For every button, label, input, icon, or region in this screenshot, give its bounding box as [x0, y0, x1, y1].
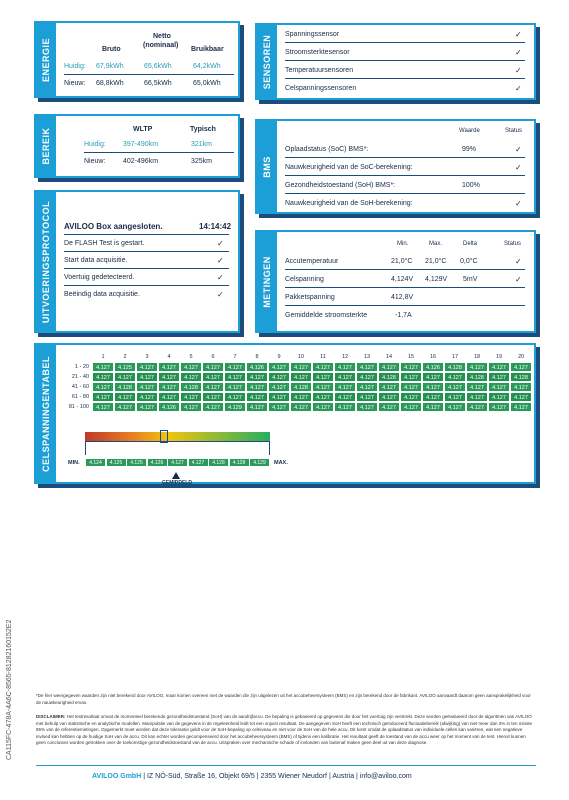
cell-voltage: 4.127 — [92, 382, 114, 392]
check-icon: ✓ — [515, 30, 522, 39]
protocol-item: Start data acquisitie. — [64, 257, 128, 264]
cell-voltage: 4.127 — [268, 402, 290, 412]
column-header: 9 — [277, 354, 281, 360]
footer-rule — [36, 765, 536, 766]
cell-voltage: 4.127 — [422, 392, 444, 402]
check-icon: ✓ — [515, 199, 522, 208]
cell-voltage: 4.127 — [488, 402, 510, 412]
cell-voltage: 4.127 — [356, 372, 378, 382]
scale-value: 4.127 — [188, 458, 209, 467]
cell-voltage: 4.126 — [422, 362, 444, 372]
metingen-panel — [255, 230, 536, 333]
cell-voltage: 4.127 — [488, 362, 510, 372]
bereik-wltp: 402-496km — [123, 158, 159, 165]
cell-voltage: 4.127 — [356, 392, 378, 402]
cell-voltage: 4.127 — [444, 382, 466, 392]
cell-voltage: 4.127 — [180, 372, 202, 382]
cell-voltage: 4.127 — [246, 402, 268, 412]
column-header: 2 — [123, 354, 127, 360]
cell-voltage: 4.127 — [312, 402, 334, 412]
cell-voltage: 4.128 — [466, 372, 488, 382]
check-icon: ✓ — [515, 275, 522, 284]
check-icon: ✓ — [515, 84, 522, 93]
cell-voltage: 4.126 — [158, 402, 180, 412]
column-header: 1 — [101, 354, 105, 360]
check-icon: ✓ — [515, 257, 522, 266]
cell-voltage: 4.128 — [378, 372, 400, 382]
bereik-typisch: 325km — [191, 158, 213, 165]
column-header: 7 — [233, 354, 237, 360]
disclaimer — [36, 714, 536, 747]
footer-address: | IZ NÖ-Süd, Straße 16, Objekt 69/5 | 2355 Wiener Neudorf | Austria | info@aviloo.com — [143, 773, 412, 780]
check-icon: ✓ — [515, 66, 522, 75]
bracket-right — [164, 441, 270, 455]
metingen-max: 21,0°C — [425, 258, 447, 265]
cell-voltage: 4.127 — [158, 372, 180, 382]
column-header: 3 — [145, 354, 149, 360]
column-header: 13 — [363, 354, 371, 360]
column-header: 19 — [495, 354, 503, 360]
cell-voltage: 4.128 — [114, 382, 136, 392]
cell-voltage: 4.127 — [202, 382, 224, 392]
bereik-panel — [34, 114, 240, 178]
cell-voltage: 4.128 — [290, 382, 312, 392]
min-label: MIN. — [68, 460, 80, 466]
cell-voltage: 4.127 — [510, 392, 532, 402]
cell-voltage: 4.127 — [224, 362, 246, 372]
column-header: 15 — [407, 354, 415, 360]
column-header: 18 — [473, 354, 481, 360]
cell-voltage: 4.127 — [444, 372, 466, 382]
protocol-item: De FLASH Test is gestart. — [64, 240, 145, 247]
metingen-min: 4,124V — [391, 276, 414, 283]
bms-panel — [255, 119, 536, 214]
cell-voltage: 4.127 — [114, 402, 136, 412]
cell-voltage: 4.127 — [158, 382, 180, 392]
sensor-item: Spanningssensor — [285, 31, 340, 38]
cell-voltage: 4.127 — [378, 382, 400, 392]
cell-voltage: 4.127 — [246, 372, 268, 382]
cell-voltage: 4.127 — [466, 392, 488, 402]
metingen-max: 4,129V — [425, 276, 448, 283]
col-max: Max. — [429, 241, 443, 247]
cell-voltage: 4.127 — [400, 392, 422, 402]
cell-voltage: 4.127 — [114, 372, 136, 382]
cell-voltage: 4.127 — [356, 382, 378, 392]
col-wltp: WLTP — [133, 126, 153, 133]
cell-voltage: 4.127 — [180, 392, 202, 402]
cell-voltage: 4.127 — [246, 392, 268, 402]
metingen-row-label: Pakketspanning — [285, 294, 335, 301]
cell-voltage: 4.127 — [444, 392, 466, 402]
cell-voltage: 4.126 — [246, 362, 268, 372]
cell-voltage: 4.127 — [136, 372, 158, 382]
cell-voltage: 4.127 — [444, 402, 466, 412]
cell-voltage: 4.127 — [202, 402, 224, 412]
cell-voltage: 4.127 — [246, 382, 268, 392]
cell-voltage: 4.127 — [356, 362, 378, 372]
cell-voltage: 4.127 — [224, 372, 246, 382]
sensoren-panel — [255, 23, 536, 100]
column-header: 6 — [211, 354, 215, 360]
row-label: 1 - 20 — [74, 364, 89, 370]
col-netto-sub: (nominaal) — [143, 42, 179, 49]
voltage-gradient-bar — [85, 432, 270, 441]
cell-voltage: 4.127 — [466, 362, 488, 372]
scale-value: 4.126 — [147, 458, 168, 467]
celspanning-label: CELSPANNINGENTABEL — [36, 345, 56, 482]
metingen-label: METINGEN — [257, 232, 277, 331]
energie-label: ENERGIE — [36, 23, 56, 96]
col-typisch: Typisch — [190, 126, 216, 133]
col-bruikbaar: Bruikbaar — [191, 46, 224, 53]
protocol-label: UITVOERINGSPROTOCOL — [36, 192, 56, 331]
average-label: GEMIDDELD — [162, 480, 192, 486]
cell-voltage: 4.127 — [202, 362, 224, 372]
metingen-min: 412,8V — [391, 294, 414, 301]
cell-voltage: 4.127 — [158, 392, 180, 402]
cell-voltage: 4.127 — [400, 372, 422, 382]
column-header: 16 — [429, 354, 437, 360]
average-arrow-icon — [172, 472, 180, 479]
footer-company: AVILOO GmbH — [92, 773, 142, 780]
sensor-item: Stroomsterktesensor — [285, 49, 350, 56]
cell-voltage: 4.127 — [114, 392, 136, 402]
bms-label: BMS — [257, 121, 277, 212]
cell-voltage: 4.127 — [92, 372, 114, 382]
cell-voltage: 4.127 — [422, 372, 444, 382]
cell-voltage: 4.127 — [290, 392, 312, 402]
bereik-label: BEREIK — [36, 116, 56, 176]
cell-voltage: 4.127 — [422, 402, 444, 412]
cell-voltage: 4.127 — [268, 362, 290, 372]
energie-row-label: Huidig: — [64, 63, 86, 70]
cell-voltage: 4.127 — [268, 372, 290, 382]
cell-voltage: 4.127 — [400, 402, 422, 412]
cell-voltage: 4.127 — [158, 362, 180, 372]
cell-voltage: 4.127 — [400, 362, 422, 372]
check-icon: ✓ — [217, 239, 224, 248]
bereik-row-label: Huidig: — [84, 141, 106, 148]
row-label: 61 - 80 — [71, 394, 89, 400]
metingen-row-label: Gemiddelde stroomsterkte — [285, 312, 368, 319]
energie-netto: 65,6kWh — [144, 63, 172, 70]
energie-netto: 66,5kWh — [144, 80, 172, 87]
cell-voltage: 4.127 — [312, 362, 334, 372]
cell-voltage: 4.127 — [334, 362, 356, 372]
max-label: MAX. — [274, 460, 288, 466]
protocol-panel — [34, 190, 240, 333]
check-icon: ✓ — [515, 48, 522, 57]
cell-voltage: 4.127 — [136, 382, 158, 392]
cell-voltage: 4.127 — [290, 372, 312, 382]
cell-voltage: 4.127 — [510, 402, 532, 412]
disclaimer-label: DISCLAIMER: — [36, 714, 66, 719]
protocol-header: AVILOO Box aangesloten. — [64, 222, 163, 231]
metingen-min: 21,0°C — [391, 258, 413, 265]
cell-voltage: 4.127 — [136, 402, 158, 412]
cell-voltage: 4.127 — [92, 362, 114, 372]
bms-row-value: 100% — [462, 182, 480, 189]
energie-bruto: 67,9kWh — [96, 63, 124, 70]
cell-voltage: 4.127 — [356, 402, 378, 412]
disclaimer-text: Het testresultaat omvat de momenteel berekende gezondheidstoestand (SoH) van de aandrijfaccu. De bepaling is gebaseerd op gegevens die door het voertuig zijn verstrekt. Deze worden geëvalueerd door de algoritmen van AVILOO met behulp van statistische en analytische modellen. Manipulatie van de gegevens in de regeleenheid leidt tot een onjuist resultaat. De aangegeven SoH heeft een technisch geïnduceerd fluctuatiebereik (afwijking) van niet meer dan 3% in ten minste 95% van de referentiemetingen. Opgemerkt moet worden dat deze tolerantie geldt voor de SoH-bepaling op celniveau en niet voor de SoH van de hele accu. Dit komt omdat de oplaadstatus van individuele cellen kan variëren, wat een negatieve invloed kan hebben op de huidige SoH van de accu. Dit kan echter worden gecompenseerd door het accubeheersysteem (BMS) of tijdens een kalibratie. Het resultaat geeft de toestand van de accu weer op het moment van de test. Hieruit kunnen geen conclusies worden getrokken over de toekomstige gezondheidstoestand van de accu. Uitspraken over mechanische schade of invloeden van buitenaf maken geen deel uit van deze diagnose. — [36, 714, 533, 745]
energie-bruto: 68,8kWh — [96, 80, 124, 87]
cell-voltage: 4.127 — [312, 392, 334, 402]
scale-value: 4.125 — [126, 458, 147, 467]
col-delta: Delta — [463, 241, 478, 247]
cell-voltage: 4.127 — [488, 392, 510, 402]
col-status: Status — [504, 241, 522, 247]
scale-value: 4.128 — [208, 458, 229, 467]
cell-voltage: 4.127 — [224, 382, 246, 392]
cell-voltage: 4.127 — [136, 362, 158, 372]
check-icon: ✓ — [515, 163, 522, 172]
column-header: 10 — [297, 354, 305, 360]
col-bruto: Bruto — [102, 46, 121, 53]
col-min: Min. — [397, 241, 409, 247]
cell-voltage: 4.127 — [378, 362, 400, 372]
cell-voltage: 4.127 — [378, 392, 400, 402]
sensoren-label: SENSOREN — [257, 25, 277, 98]
bereik-typisch: 321km — [191, 141, 213, 148]
cell-voltage: 4.127 — [290, 362, 312, 372]
bms-row-label: Nauwkeurigheid van de SoC-berekening: — [285, 164, 413, 171]
cell-voltage: 4.127 — [92, 392, 114, 402]
cell-voltage: 4.127 — [136, 392, 158, 402]
bereik-wltp: 397-490km — [123, 141, 159, 148]
cell-voltage: 4.129 — [224, 402, 246, 412]
col-waarde: Waarde — [459, 128, 480, 134]
bms-row-value: 99% — [462, 146, 477, 153]
sensor-item: Celspanningssensoren — [285, 85, 357, 92]
cell-voltage: 4.127 — [510, 382, 532, 392]
cell-voltage: 4.127 — [92, 402, 114, 412]
scale-value: 4.127 — [167, 458, 188, 467]
energie-panel — [34, 21, 240, 98]
cell-voltage: 4.127 — [312, 372, 334, 382]
cell-voltage: 4.127 — [268, 392, 290, 402]
metingen-min: -1,7A — [395, 312, 412, 319]
column-header: 17 — [451, 354, 459, 360]
cell-voltage: 4.127 — [488, 372, 510, 382]
cell-voltage: 4.127 — [422, 382, 444, 392]
cell-voltage: 4.127 — [334, 372, 356, 382]
cell-voltage: 4.125 — [114, 362, 136, 372]
cell-voltage: 4.127 — [180, 402, 202, 412]
col-status: Status — [505, 128, 523, 134]
cell-voltage: 4.127 — [224, 392, 246, 402]
cell-voltage: 4.128 — [510, 372, 532, 382]
metingen-delta: 5mV — [463, 276, 478, 283]
cell-voltage: 4.127 — [400, 382, 422, 392]
row-label: 41 - 60 — [71, 384, 89, 390]
col-netto: Netto — [153, 33, 171, 40]
bms-row-label: Oplaadstatus (SoC) BMS*: — [285, 146, 369, 153]
scale-value: 4.128 — [229, 458, 250, 467]
energie-bruikbaar: 64,2kWh — [193, 63, 221, 70]
protocol-item: Voertuig gedetecteerd. — [64, 274, 135, 281]
bms-row-label: Nauwkeurigheid van de SoH-berekening: — [285, 200, 413, 207]
cell-voltage: 4.127 — [378, 402, 400, 412]
check-icon: ✓ — [217, 290, 224, 299]
scale-value: 4.125 — [106, 458, 127, 467]
row-label: 81 - 100 — [68, 404, 89, 410]
check-icon: ✓ — [515, 145, 522, 154]
cell-voltage: 4.128 — [180, 382, 202, 392]
bracket-left — [85, 441, 164, 455]
cell-voltage: 4.127 — [202, 392, 224, 402]
column-header: 14 — [385, 354, 393, 360]
bereik-row-label: Nieuw: — [84, 158, 106, 165]
metingen-row-label: Celspanning — [285, 276, 324, 283]
energie-row-label: Nieuw: — [64, 80, 86, 87]
footer — [92, 773, 412, 780]
sensor-item: Temperatuursensoren — [285, 67, 354, 74]
protocol-item: Beëindig data acquisitie. — [64, 291, 140, 298]
scale-value: 4.129 — [249, 458, 270, 467]
column-header: 4 — [167, 354, 171, 360]
cell-voltage: 4.127 — [466, 382, 488, 392]
scale-value: 4.124 — [85, 458, 106, 467]
check-icon: ✓ — [217, 273, 224, 282]
cell-voltage: 4.127 — [334, 402, 356, 412]
cell-voltage: 4.127 — [466, 402, 488, 412]
cell-voltage: 4.127 — [510, 362, 532, 372]
cell-voltage: 4.127 — [268, 382, 290, 392]
metingen-delta: 0,0°C — [460, 258, 478, 265]
row-label: 21 - 40 — [71, 374, 89, 380]
metingen-row-label: Accutemperatuur — [285, 258, 339, 265]
cell-voltage: 4.127 — [488, 382, 510, 392]
footnote: *De hier weergegeven waarden zijn niet berekend door AVILOO, maar komen overeen met de waarden die zijn uitgelezen uit het accubeheersysteem (BMS) en zijn berekend door de fabrikant. AVILOO aanvaardt daarom geen aansprakelijkheid voor de nauwkeurigheid ervan. — [36, 693, 531, 705]
cell-voltage: 4.127 — [202, 372, 224, 382]
cell-voltage: 4.127 — [334, 392, 356, 402]
energie-bruikbaar: 65,0kWh — [193, 80, 221, 87]
cell-voltage: 4.128 — [444, 362, 466, 372]
document-id: CA115FC-478A-4A6C-8565-81282160152E2 — [6, 619, 13, 760]
cell-voltage: 4.127 — [334, 382, 356, 392]
protocol-time: 14:14:42 — [199, 222, 232, 231]
check-icon: ✓ — [217, 256, 224, 265]
column-header: 5 — [189, 354, 193, 360]
cell-voltage: 4.127 — [180, 362, 202, 372]
column-header: 11 — [320, 354, 326, 360]
column-header: 20 — [517, 354, 525, 360]
column-header: 12 — [341, 354, 349, 360]
cell-voltage: 4.127 — [290, 402, 312, 412]
cell-voltage: 4.127 — [312, 382, 334, 392]
bms-row-label: Gezondheidstoestand (SoH) BMS*: — [285, 182, 396, 189]
column-header: 8 — [255, 354, 259, 360]
